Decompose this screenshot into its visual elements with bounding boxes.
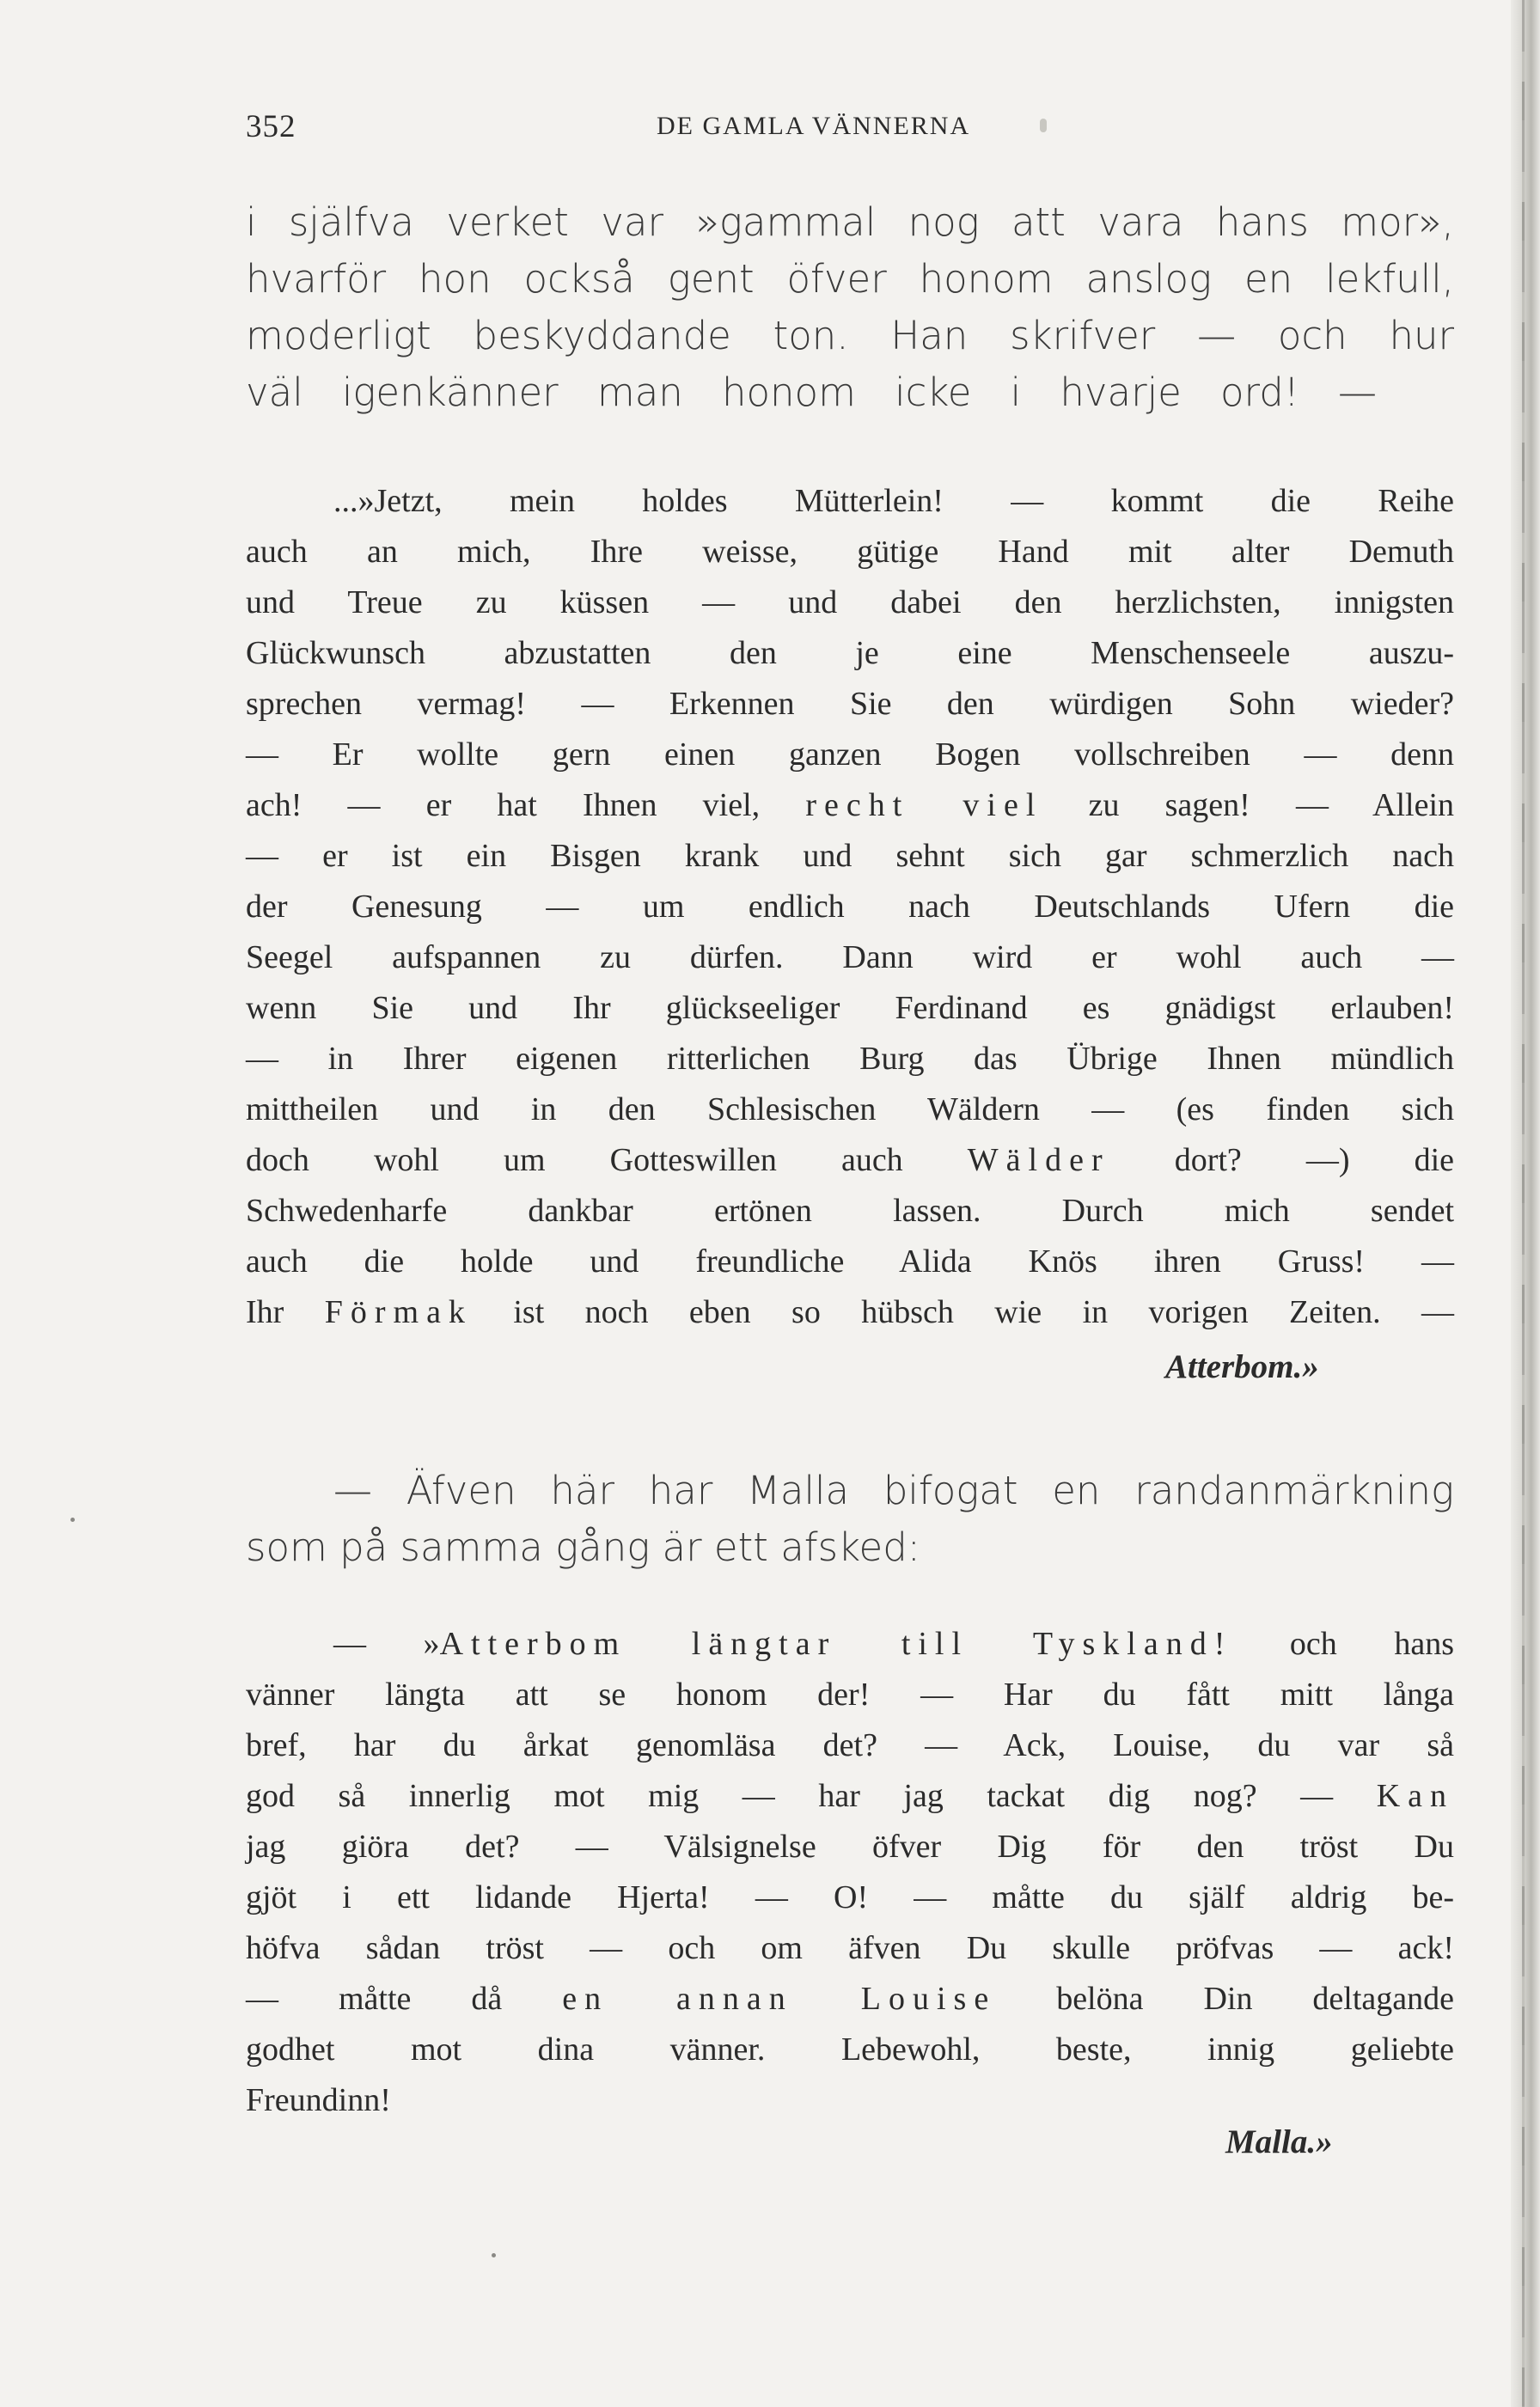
ink-speck [492,2253,496,2257]
text-line: jag giöra det? — Välsignelse öfver Dig för den tröst Du [246,1829,1454,1865]
page-number: 352 [246,109,296,144]
text-line: auch die holde und freundliche Alida Knös ihren Gruss! — [246,1243,1454,1280]
text-line: moderligt beskyddande ton. Han skrifver — och hur [246,313,1454,358]
text-line: vänner längta att se honom der! — Har du fått mitt långa [246,1677,1454,1713]
emphasis-spaced: recht viel [805,787,1043,823]
text-fragment: zu sagen! — Allein [1088,787,1455,823]
text-line: som på samma gång är ett afsked: [246,1524,920,1570]
text-fragment: ist noch eben so hübsch wie in vorigen Zeiten. — [513,1294,1454,1330]
paragraph-intro [246,194,1454,421]
text-line: — er ist ein Bisgen krank und sehnt sich gar schmerzlich nach [246,838,1454,874]
text-fragment: och hans [1289,1626,1455,1662]
text-line: sprechen vermag! — Erkennen Sie den würdigen Sohn wieder? [246,686,1454,722]
text-line [246,1771,1454,1822]
text-line: Freundinn! [246,2082,391,2118]
text-fragment: — måtte då [246,1981,503,2017]
text-line [246,780,1454,831]
text-fragment: dort? —) die [1174,1142,1455,1178]
text-line: Seegel aufspannen zu dürfen. Dann wird er wohl auch — [246,939,1454,975]
page-edge-shadow [1511,0,1540,2407]
letter-malla [246,1619,1454,2126]
text-line: Glückwunsch abzustatten den je eine Menschenseele auszu- [246,635,1454,671]
ink-speck [1040,119,1047,132]
text-line: väl igenkänner man honom icke i hvarje ord! — [246,370,1377,415]
text-line: bref, har du årkat genomläsa det? — Ack, Louise, du var så [246,1727,1454,1763]
signature-malla: Malla.» [1225,2123,1333,2160]
text-line: der Genesung — um endlich nach Deutschlands Ufern die [246,889,1454,925]
running-title: DE GAMLA VÄNNERNA [657,112,971,140]
text-line: und Treue zu küssen — und dabei den herzlichsten, innigsten [246,584,1454,620]
text-line: ...»Jetzt, mein holdes Mütterlein! — kommt die Reihe [333,483,1454,519]
text-fragment: god så innerlig mot mig — har jag tackat dig nog? — [246,1778,1334,1814]
text-line: hvarför hon också gent öfver honom anslog en lekfull, [246,256,1454,302]
text-fragment: Ihr [246,1294,284,1330]
text-line: — Äfven här har Malla bifogat en randanmärkning [333,1468,1454,1513]
text-line: — in Ihrer eigenen ritterlichen Burg das Übrige Ihnen mündlich [246,1041,1454,1077]
emphasis-spaced: Atterbom längtar till Tyskland! [439,1626,1233,1662]
text-line: — Er wollte gern einen ganzen Bogen vollschreiben — denn [246,736,1454,773]
text-line: auch an mich, Ihre weisse, gütige Hand mit alter Demuth [246,534,1454,570]
text-line: wenn Sie und Ihr glückseeliger Ferdinand es gnädigst erlauben! [246,990,1454,1026]
text-line: Schwedenharfe dankbar ertönen lassen. Durch mich sendet [246,1193,1454,1229]
letter-atterbom [246,476,1454,1338]
text-line: höfva sådan tröst — och om äfven Du skulle pröfvas — ack! [246,1930,1454,1966]
paragraph-remark [246,1463,1454,1576]
text-line [246,1287,1454,1338]
text-fragment: belöna Din deltagande [1056,1981,1455,2017]
emphasis-spaced: Förmak [324,1294,473,1330]
text-fragment: ach! — er hat Ihnen viel, [246,787,761,823]
text-fragment: doch wohl um Gotteswillen auch [246,1142,903,1178]
text-line [246,1974,1454,2025]
text-line: godhet mot dina vänner. Lebewohl, beste, innig geliebte [246,2031,1454,2068]
text-line: i själfva verket var »gammal nog att vara hans mor», [246,199,1454,245]
text-line: gjöt i ett lidande Hjerta! — O! — måtte du själf aldrig be- [246,1879,1454,1915]
text-line [246,1135,1454,1186]
emphasis-spaced: en annan Louise [562,1981,997,2017]
page-edge-texture [1522,0,1525,2407]
text-line: mittheilen und in den Schlesischen Wäldern — (es finden sich [246,1091,1454,1127]
emphasis-spaced: Wälder [967,1142,1110,1178]
emphasis-spaced: Kan [1376,1778,1454,1814]
page-header [246,108,1454,151]
text-line [246,1619,1454,1670]
ink-speck [70,1518,75,1522]
signature-atterbom: Atterbom.» [1165,1348,1319,1385]
text-fragment: — » [333,1626,440,1662]
